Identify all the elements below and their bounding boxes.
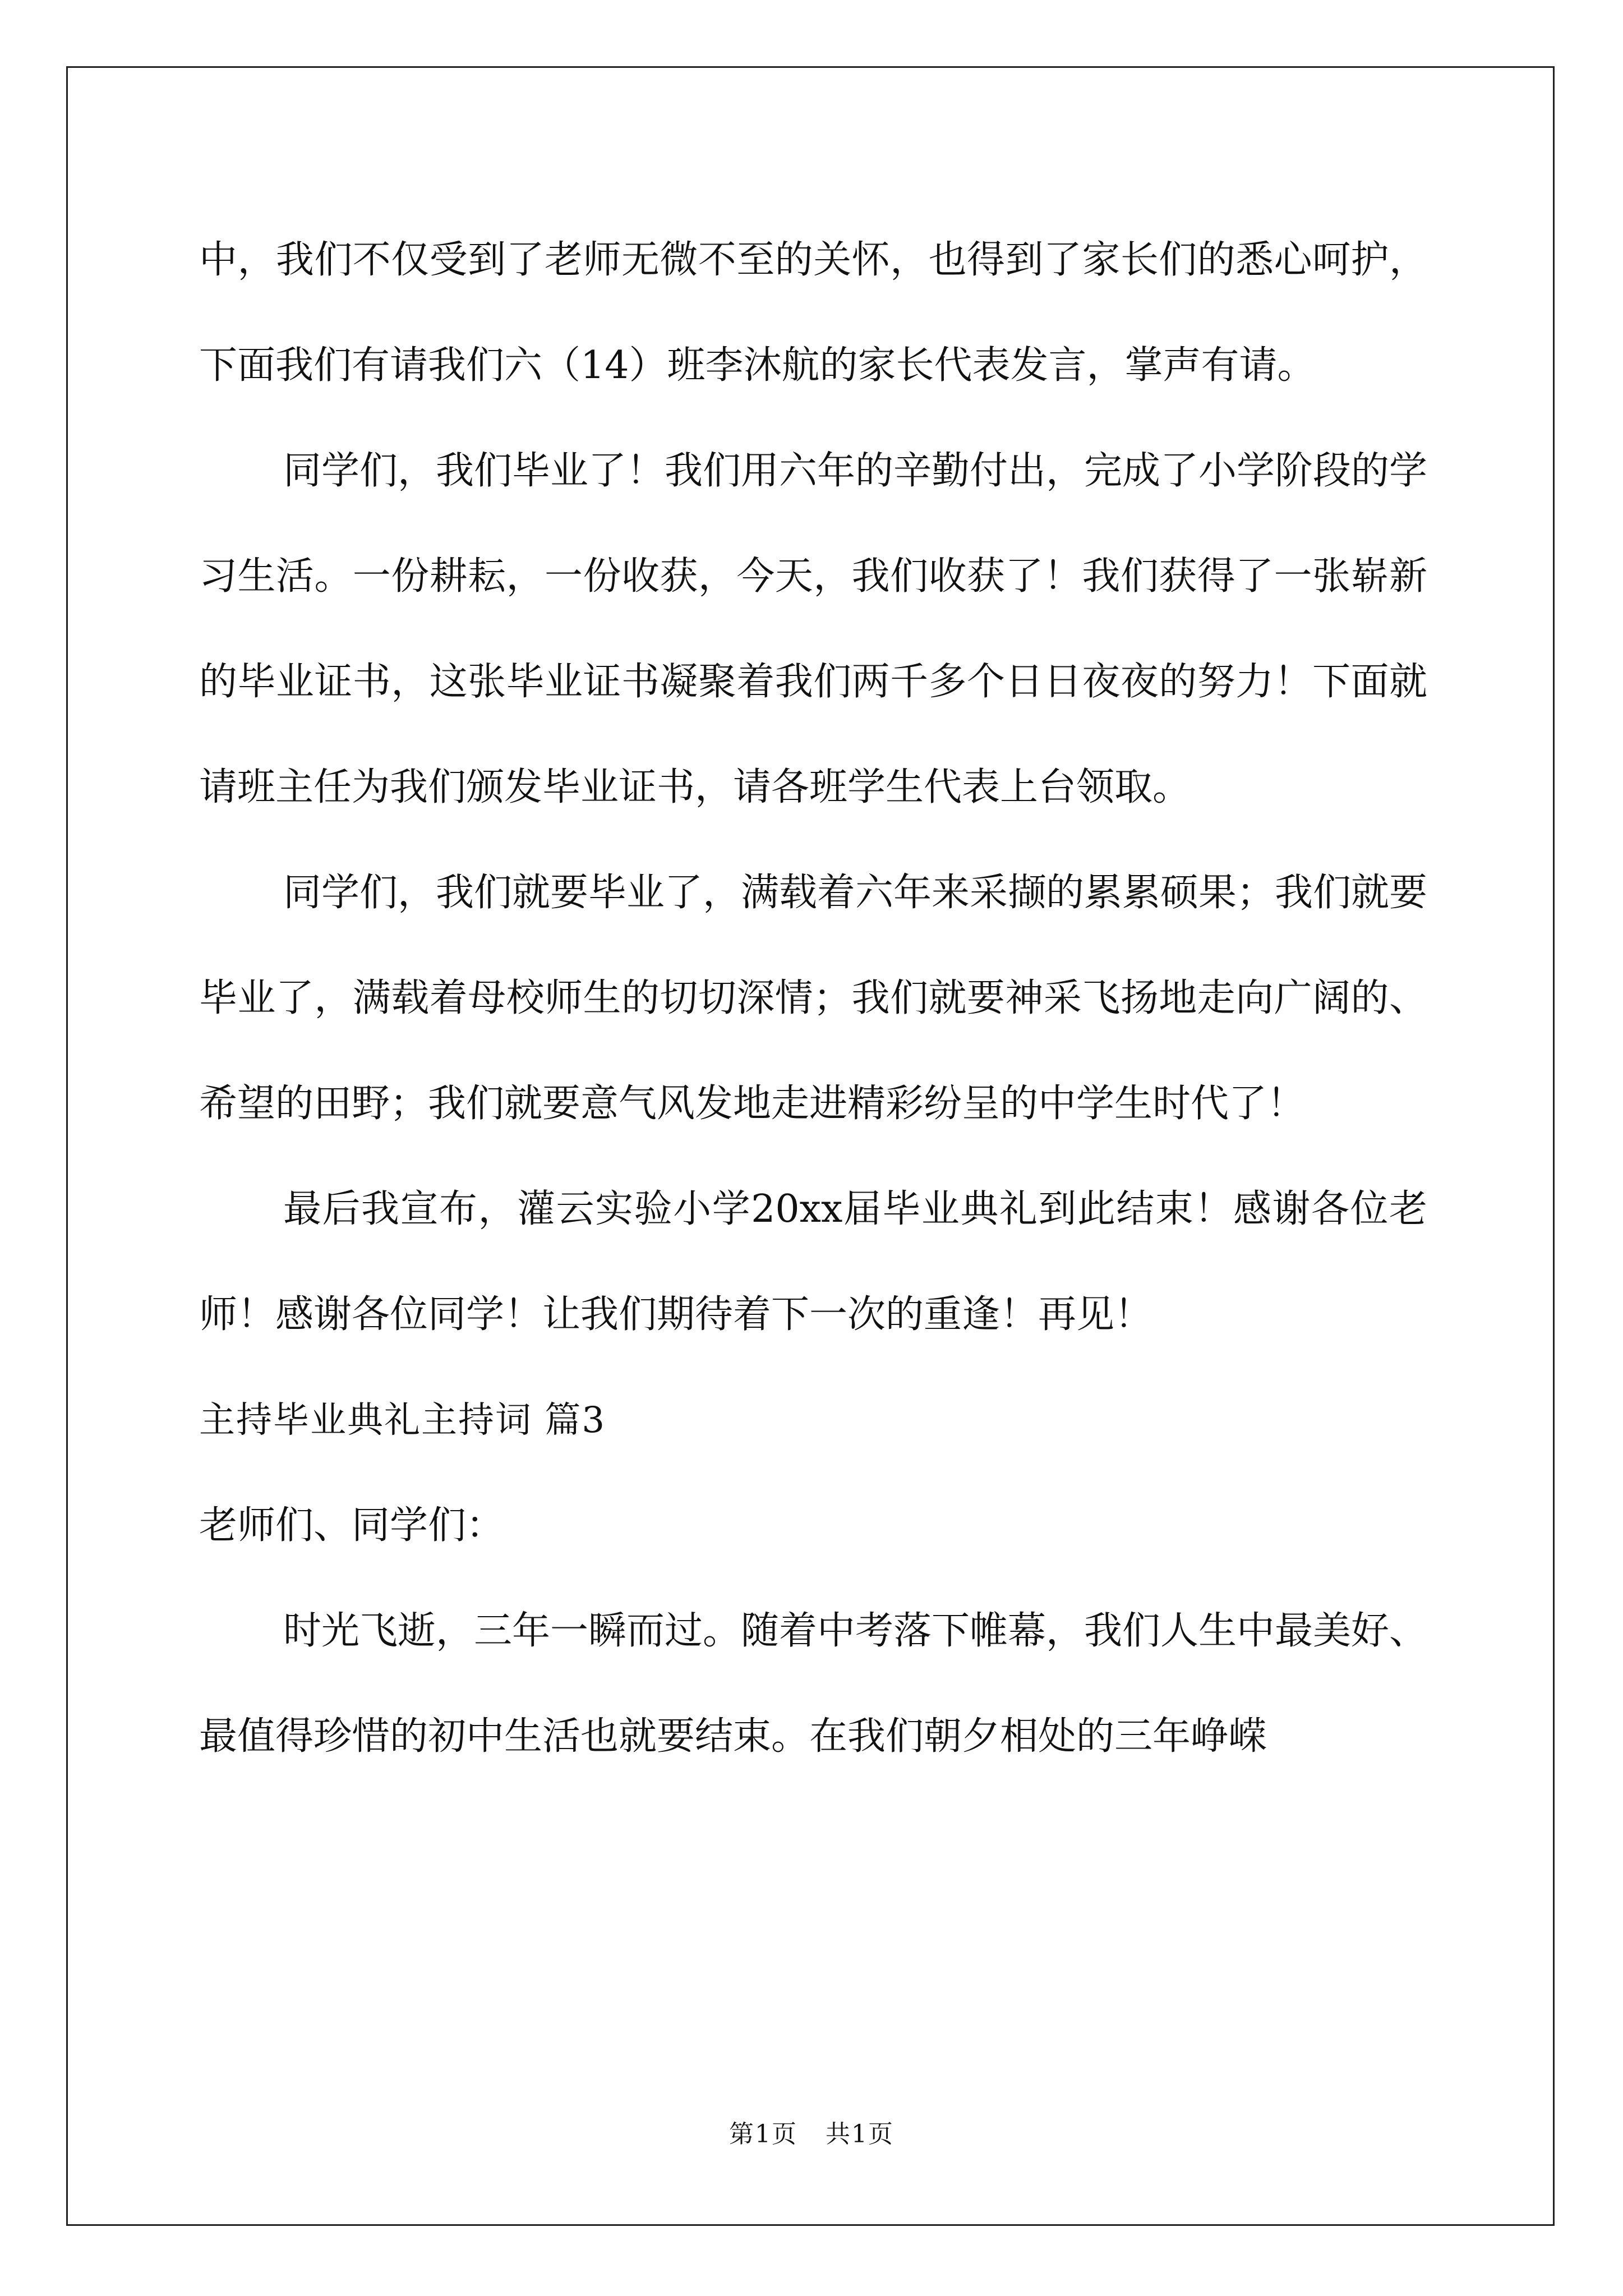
- paragraph-graduation-certificate: 同学们，我们毕业了！我们用六年的辛勤付出，完成了小学阶段的学习生活。一份耕耘，一份收获，今天，我们收获了！我们获得了一张崭新的毕业证书，这张毕业证书凝聚着我们两千多个日日夜夜的努力！下面就请班主任为我们颁发毕业证书，请各班学生代表上台领取。: [199, 449, 1428, 809]
- paragraph-closing-announcement: 最后我宣布，灌云实验小学20xx届毕业典礼到此结束！感谢各位老师！感谢各位同学！让我们期待着下一次的重逢！再见！: [199, 1187, 1427, 1337]
- page-number: 第1页: [729, 2120, 797, 2148]
- page-total: 共1页: [826, 2120, 894, 2148]
- section-heading: 主持毕业典礼主持词 篇3: [199, 1400, 606, 1441]
- page-footer: [0, 2118, 1623, 2151]
- paragraph-about-to-graduate: 同学们，我们就要毕业了，满载着六年来采撷的累累硕果；我们就要毕业了，满载着母校师生的切切深情；我们就要神采飞扬地走向广阔的、希望的田野；我们就要意气风发地走进精彩纷呈的中学生时代了！: [199, 871, 1428, 1126]
- paragraph-time-flies: 时光飞逝，三年一瞬而过。随着中考落下帷幕，我们人生中最美好、最值得珍惜的初中生活也就要结束。在我们朝夕相处的三年峥嵘: [199, 1609, 1428, 1759]
- document-body: [199, 208, 1427, 1789]
- salutation: 老师们、同学们：: [199, 1503, 505, 1548]
- paragraph-continuation: 中，我们不仅受到了老师无微不至的关怀，也得到了家长们的悉心呵护，下面我们有请我们六（14）班李沐航的家长代表发言，掌声有请。: [199, 238, 1427, 388]
